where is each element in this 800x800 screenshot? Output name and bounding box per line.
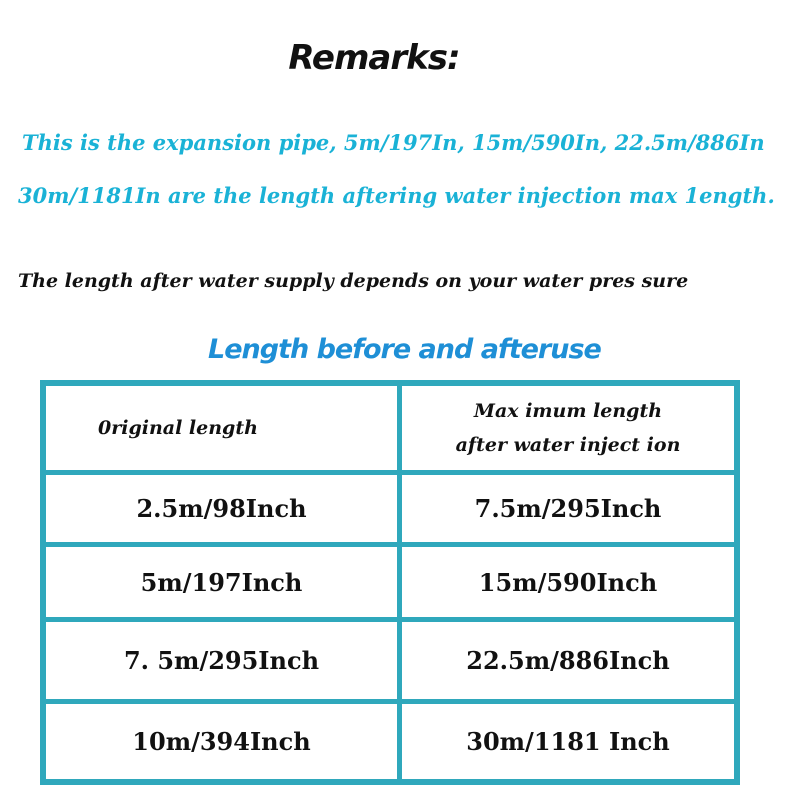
maximum-length-value: 7.5m/295Inch	[474, 494, 662, 523]
original-length-value: 5m/197Inch	[140, 567, 303, 597]
remarks-line-1: This is the expansion pipe, 5m/197In, 15m/590In, 22.5m/886In	[22, 130, 765, 155]
maximum-length-value: 15m/590Inch	[478, 567, 658, 597]
table-row	[46, 547, 397, 617]
header-maximum-length	[402, 386, 734, 470]
water-pressure-note: The length after water supply depends on your water pres sure	[18, 270, 689, 292]
original-length-value: 10m/394Inch	[132, 727, 311, 756]
length-table	[40, 380, 740, 785]
table-row	[402, 622, 734, 699]
maximum-length-value: 30m/1181 Inch	[466, 727, 670, 756]
original-length-value: 7. 5m/295Inch	[123, 646, 320, 675]
table-row	[402, 704, 734, 779]
header-original-length	[46, 386, 397, 470]
table-row	[402, 475, 734, 542]
header-maximum-label-line1: Max imum length	[473, 400, 663, 422]
remarks-line-2: 30m/1181In are the length aftering water injection max 1ength.	[18, 183, 775, 208]
original-length-value: 2.5m/98Inch	[136, 494, 307, 523]
table-heading: Length before and afteruse	[208, 334, 601, 365]
header-maximum-label-line2: after water inject ion	[455, 434, 681, 456]
header-original-label: 0riginal length	[98, 417, 258, 439]
maximum-length-value: 22.5m/886Inch	[466, 646, 670, 675]
table-row	[46, 475, 397, 542]
table-row	[46, 704, 397, 779]
table-row	[402, 547, 734, 617]
table-row	[46, 622, 397, 699]
remarks-title: Remarks:	[288, 38, 460, 78]
